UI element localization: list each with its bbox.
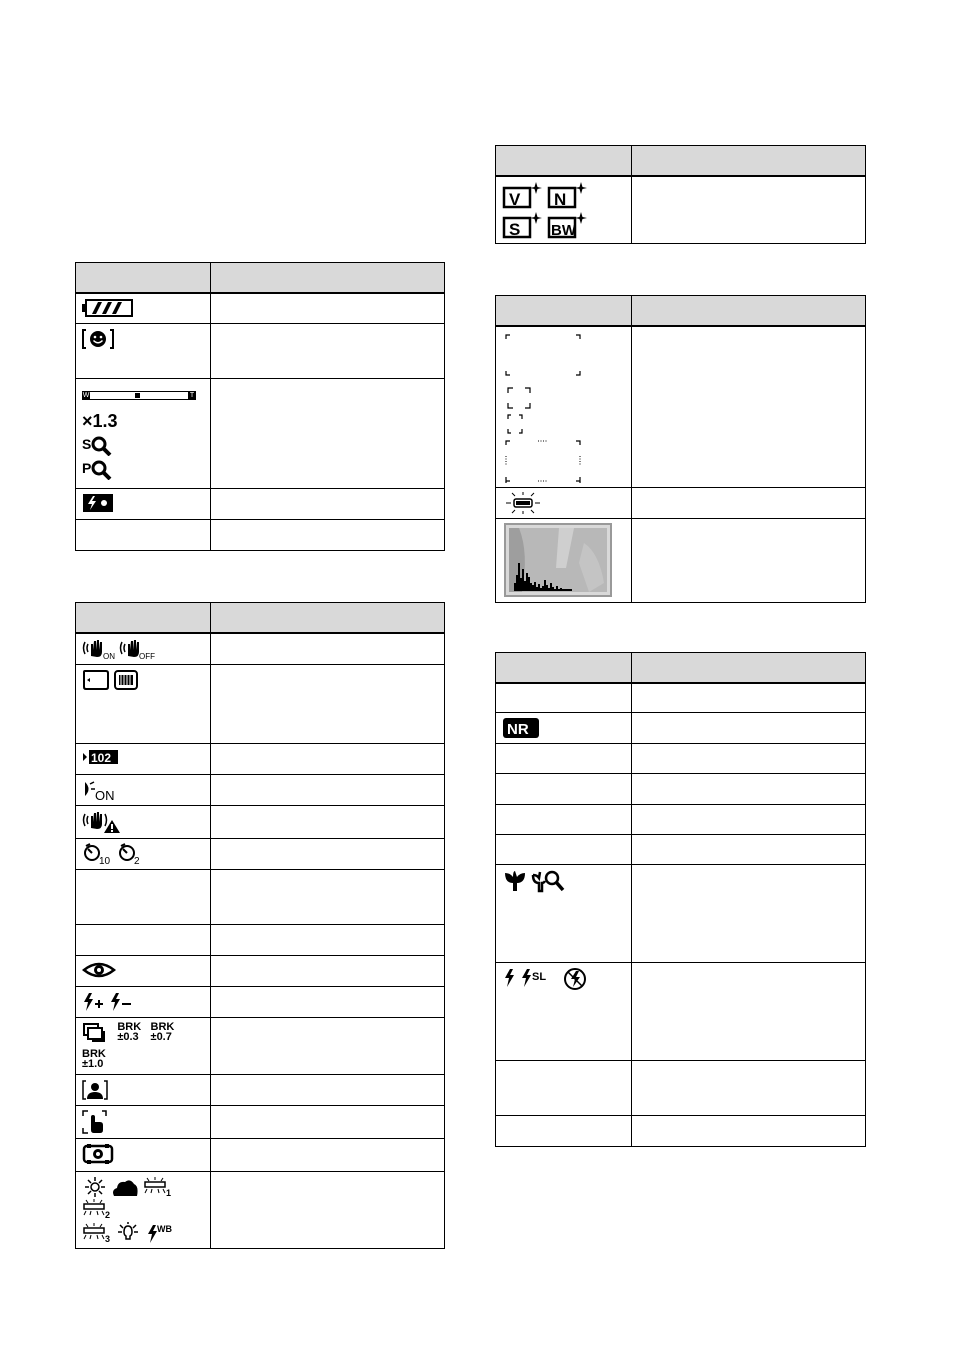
table-row bbox=[76, 1138, 445, 1171]
table-row bbox=[76, 743, 445, 774]
table-row bbox=[496, 176, 866, 244]
table-header-row bbox=[496, 296, 866, 326]
wb-fluorescent-1-icon bbox=[143, 1176, 173, 1198]
burst-icon bbox=[82, 1022, 106, 1042]
table-row bbox=[496, 805, 866, 835]
table-row bbox=[76, 986, 445, 1017]
header-display bbox=[496, 146, 632, 176]
table-row bbox=[496, 1061, 866, 1116]
vibration-warning-icon bbox=[82, 810, 122, 834]
table-row bbox=[496, 1116, 866, 1147]
macro-icon bbox=[502, 869, 528, 893]
af-range-finder-frames-icon bbox=[502, 331, 586, 483]
histogram-thumbnail bbox=[504, 523, 612, 597]
flash-charging-icon bbox=[82, 493, 114, 513]
table-row bbox=[496, 683, 866, 713]
table-row bbox=[76, 1017, 445, 1074]
svg-text:S: S bbox=[509, 219, 521, 239]
table-row bbox=[76, 838, 445, 869]
zoom-ratio-text: ×1.3 bbox=[82, 411, 118, 431]
svg-text:N: N bbox=[554, 189, 567, 209]
touch-focus-icon bbox=[82, 1110, 108, 1134]
table-row bbox=[76, 1105, 445, 1138]
table-row bbox=[76, 774, 445, 805]
table-row bbox=[76, 924, 445, 955]
red-eye-reduction-icon bbox=[82, 960, 116, 980]
smile-shutter-icon bbox=[82, 328, 114, 350]
precision-zoom-icon: P bbox=[82, 460, 204, 480]
wb-incandescent-icon bbox=[115, 1222, 141, 1244]
svg-text:10: 10 bbox=[99, 855, 111, 865]
svg-text:3: 3 bbox=[105, 1233, 111, 1244]
wb-daylight-icon bbox=[82, 1176, 108, 1198]
table-row bbox=[496, 488, 866, 519]
table-row bbox=[496, 865, 866, 963]
steadyshot-on-icon bbox=[82, 638, 116, 660]
af-illuminator-icon bbox=[82, 779, 122, 801]
table-row bbox=[76, 489, 445, 520]
header-indication bbox=[632, 296, 866, 326]
table-row bbox=[76, 520, 445, 551]
af-lock-indicator-icon bbox=[502, 492, 544, 514]
color-mode-sepia-icon bbox=[502, 211, 544, 239]
svg-text:V: V bbox=[509, 189, 521, 209]
header-indication bbox=[211, 263, 445, 293]
svg-text:SL: SL bbox=[532, 971, 547, 983]
recording-folder-icon bbox=[82, 748, 120, 766]
internal-memory-icon bbox=[113, 669, 139, 691]
color-mode-natural-icon bbox=[547, 181, 589, 209]
table-row bbox=[76, 869, 445, 924]
table-row bbox=[76, 293, 445, 324]
svg-text:2: 2 bbox=[134, 855, 140, 865]
table-row bbox=[496, 326, 866, 488]
header-display bbox=[76, 603, 211, 633]
table-row bbox=[76, 1171, 445, 1248]
steadyshot-off-icon bbox=[119, 638, 157, 660]
wb-flash-icon bbox=[145, 1222, 175, 1244]
table-header-row bbox=[496, 653, 866, 683]
table-row bbox=[76, 1074, 445, 1105]
svg-text:BW: BW bbox=[551, 221, 577, 239]
header-display bbox=[76, 263, 211, 293]
table-row bbox=[76, 664, 445, 743]
indicator-table-5 bbox=[495, 652, 866, 1147]
table-row bbox=[496, 835, 866, 865]
face-detection-icon bbox=[82, 1079, 108, 1101]
header-indication bbox=[632, 653, 866, 683]
color-mode-bw-icon bbox=[547, 211, 589, 239]
close-focus-macro-icon bbox=[531, 869, 565, 893]
table-header-row bbox=[76, 603, 445, 633]
noise-reduction-icon bbox=[502, 717, 540, 739]
table-header-row bbox=[496, 146, 866, 176]
header-indication bbox=[632, 146, 866, 176]
bracket-0.7-icon: BRK ±0.7 bbox=[150, 1020, 175, 1043]
table-row bbox=[496, 713, 866, 744]
table-row bbox=[76, 805, 445, 838]
table-row bbox=[496, 963, 866, 1061]
table-header-row bbox=[76, 263, 445, 293]
svg-text:102: 102 bbox=[91, 750, 112, 765]
svg-text:NR: NR bbox=[507, 721, 529, 738]
memory-card-icon bbox=[82, 669, 110, 691]
table-row bbox=[76, 955, 445, 986]
wb-fluorescent-2-icon bbox=[82, 1198, 112, 1220]
indicator-table-2 bbox=[75, 602, 445, 1249]
wb-fluorescent-3-icon bbox=[82, 1222, 112, 1244]
table-row bbox=[496, 774, 866, 805]
wb-cloudy-icon bbox=[111, 1176, 139, 1198]
header-display bbox=[496, 296, 632, 326]
bracket-1.0-icon: BRK ±1.0 bbox=[82, 1047, 106, 1070]
indicator-table-1 bbox=[75, 262, 445, 551]
header-display bbox=[496, 653, 632, 683]
table-row bbox=[496, 519, 866, 603]
smart-zoom-icon: S bbox=[82, 436, 204, 456]
metering-mode-icon bbox=[82, 1143, 114, 1165]
svg-text:2: 2 bbox=[105, 1209, 111, 1220]
indicator-table-3 bbox=[495, 145, 866, 244]
svg-text:ON: ON bbox=[95, 787, 115, 801]
table-row bbox=[496, 744, 866, 774]
slow-synchro-icon bbox=[519, 967, 553, 989]
table-row bbox=[76, 379, 445, 489]
svg-text:1: 1 bbox=[165, 1187, 171, 1198]
svg-text:ON: ON bbox=[103, 651, 115, 660]
flash-level-icon bbox=[82, 991, 138, 1013]
self-timer-2-icon bbox=[117, 843, 145, 865]
zoom-scale-icon: W T bbox=[82, 392, 195, 399]
self-timer-10-icon bbox=[82, 843, 114, 865]
header-indication bbox=[211, 603, 445, 633]
table-row bbox=[76, 324, 445, 379]
svg-text:OFF: OFF bbox=[139, 651, 156, 660]
color-mode-vivid-icon bbox=[502, 181, 544, 209]
flash-on-icon bbox=[502, 967, 516, 989]
flash-off-icon bbox=[563, 967, 587, 991]
svg-text:WB: WB bbox=[156, 1223, 172, 1234]
battery-icon bbox=[82, 298, 134, 318]
indicator-table-4 bbox=[495, 295, 866, 603]
bracket-0.3-icon: BRK ±0.3 bbox=[117, 1020, 142, 1043]
table-row bbox=[76, 633, 445, 665]
